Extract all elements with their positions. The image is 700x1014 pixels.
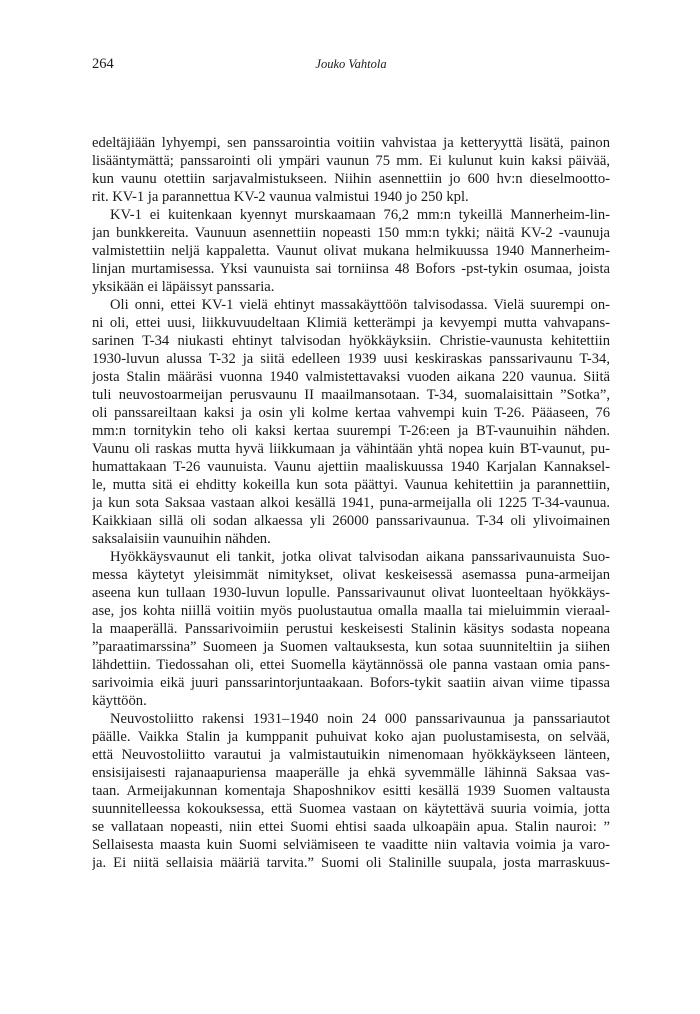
text-line: taan. Armeijakunnan komentaja Shaposhnikov esitti kesällä 1939 Suomen valtausta xyxy=(92,783,610,799)
text-line: yksikään ei läpäissyt panssaria. xyxy=(92,279,275,295)
text-line: ni oli, ettei uusi, liikkuvuudeltaan Klimiä ketterämpi ja kevyempi mutta vahvapans- xyxy=(92,315,610,331)
text-line: le, mutta sitä ei ehditty kokeilla kun sota päättyi. Vaunua kehitettiin ja parannettiin, xyxy=(92,477,610,493)
text-line: edeltäjiään lyhyempi, sen panssarointia voitiin vahvistaa ja ketteryyttä lisätä, painon xyxy=(92,135,610,151)
text-line: se vallataan nopeasti, niin ettei Suomi ehtisi saada ulkoapäin apua. Stalin nauroi: ” xyxy=(92,819,610,835)
running-title-author: Jouko Vahtola xyxy=(315,57,387,71)
body-text xyxy=(92,134,610,872)
text-line: ja. Ei niitä sellaisia määriä tarvita.” Suomi oli Stalinille suupala, josta marraskuus- xyxy=(92,855,610,871)
text-line: la maaperällä. Panssarivoimiin perustui keskeisesti Stalinin käsitys sodasta nopeana xyxy=(92,621,610,637)
text-line: 1930-luvun alussa T-32 ja siitä edelleen 1939 uusi keskiraskas panssarivaunu T-34, xyxy=(92,351,610,367)
text-line: ”paraatimarssina” Suomeen ja Suomen valtauksesta, kun sotaa suunniteltiin ja siihen xyxy=(92,639,610,655)
text-line: humattakaan T-26 vaunuista. Vaunu ajettiin maaliskuussa 1940 Karjalan Kannaksel- xyxy=(92,459,610,475)
text-line: linjan murtamisessa. Yksi vaunuista sai torniinsa 48 Bofors -pst-tykin osumaa, joista xyxy=(92,261,610,277)
text-line: sarinen T-34 niukasti ehtinyt talvisodan hyökkäyksiin. Christie-vaunusta kehitettiin xyxy=(92,333,610,349)
text-line: oli panssareiltaan kaksi ja osin yli kolme kertaa vahvempi kuin T-26. Pääaseen, 76 xyxy=(92,405,610,421)
text-line: ase, jos kohta niillä voitiin myös puolustautua omalla maalla tai mieluimmin vieraal- xyxy=(92,603,610,619)
text-line: ensisijaisesti rajanaapuriensa maaperälle ja ehkä syvemmälle lähinnä Saksaa vas- xyxy=(92,765,610,781)
text-line: Kaikkiaan sillä oli sodan alkaessa yli 26000 panssarivaunua. T-34 oli ylivoimainen xyxy=(92,513,610,529)
text-line: KV-1 ei kuitenkaan kyennyt murskaamaan 76,2 mm:n tykeillä Mannerheim-lin- xyxy=(110,207,610,223)
text-line: jan bunkkereita. Vaunuun asennettiin nopeasti 150 mm:n tykki; näitä KV-2 -vaunuja xyxy=(92,225,610,241)
text-line: Sellaisesta maasta kuin Suomi selviämiseen te vaaditte niin valtavia voimia ja varo- xyxy=(92,837,610,853)
text-line: sarivoimia eikä juuri panssarintorjuntaakaan. Bofors-tykit saatiin aivan viime tipassa xyxy=(92,675,610,691)
text-line: ja kun sota Saksaa vastaan alkoi kesällä 1941, puna-armeijalla oli 1225 T-34-vaunua. xyxy=(92,495,610,511)
text-line: Neuvostoliitto rakensi 1931–1940 noin 24 000 panssarivaunua ja panssariautot xyxy=(110,711,610,727)
text-line: lähdettiin. Tiedossahan oli, ettei Suomella käytännössä ole panna vastaan omia pans- xyxy=(92,657,610,673)
text-line: valmistettiin neljä kappaletta. Vaunut olivat mukana helmikuussa 1940 Mannerheim- xyxy=(92,243,610,259)
page-number: 264 xyxy=(92,56,114,72)
text-line: lisääntymättä; panssarointi oli ympäri vaunun 75 mm. Ei kulunut kuin kaksi päivää, xyxy=(92,153,610,169)
text-line: josta Stalin määräsi vuonna 1940 valmistettavaksi vuoden aikana 220 vaunua. Siitä xyxy=(92,369,610,385)
text-line: tuli neuvostoarmeijan perusvaunu II maailmansotaan. T-34, suomalaisittain ”Sotka”, xyxy=(92,387,610,403)
text-line: päälle. Vaikka Stalin ja kumppanit puhuivat koko ajan puolustamisesta, on selvää, xyxy=(92,729,610,745)
text-line: aseena kun tullaan 1930-luvun lopulle. Panssarivaunut olivat luonteeltaan hyökkäys- xyxy=(92,585,610,601)
text-line: Vaunu oli raskas mutta hyvä liikkumaan ja vähintään yhtä nopea kuin BT-vaunut, pu- xyxy=(92,441,610,457)
text-line: saksalaisiin vaunuihin nähden. xyxy=(92,531,271,547)
text-line: suunnitelleessa kokouksessa, että Suomea vastaan on käytettävä suuria voimia, jotta xyxy=(92,801,610,817)
text-line: rit. KV-1 ja parannettua KV-2 vaunua valmistui 1940 jo 250 kpl. xyxy=(92,189,469,205)
text-line: käyttöön. xyxy=(92,693,147,709)
running-head xyxy=(92,54,610,74)
text-line: kun vaunu otettiin sarjavalmistukseen. Niihin asennettiin jo 600 hv:n dieselmootto- xyxy=(92,171,610,187)
text-line: messa käytetyt yleisimmät nimitykset, olivat keskeisessä asemassa puna-armeijan xyxy=(92,567,610,583)
text-line: Oli onni, ettei KV-1 vielä ehtinyt massakäyttöön talvisodassa. Vielä suurempi on- xyxy=(110,297,610,313)
text-line: mm:n tornitykin teho oli kaksi kertaa suurempi T-26:een ja BT-vaunuihin nähden. xyxy=(92,423,610,439)
text-line: Hyökkäysvaunut eli tankit, jotka olivat talvisodan aikana panssarivaunuista Suo- xyxy=(110,549,610,565)
text-line: että Neuvostoliitto varautui ja valmistautuikin nimenomaan hyökkäykseen länteen, xyxy=(92,747,610,763)
